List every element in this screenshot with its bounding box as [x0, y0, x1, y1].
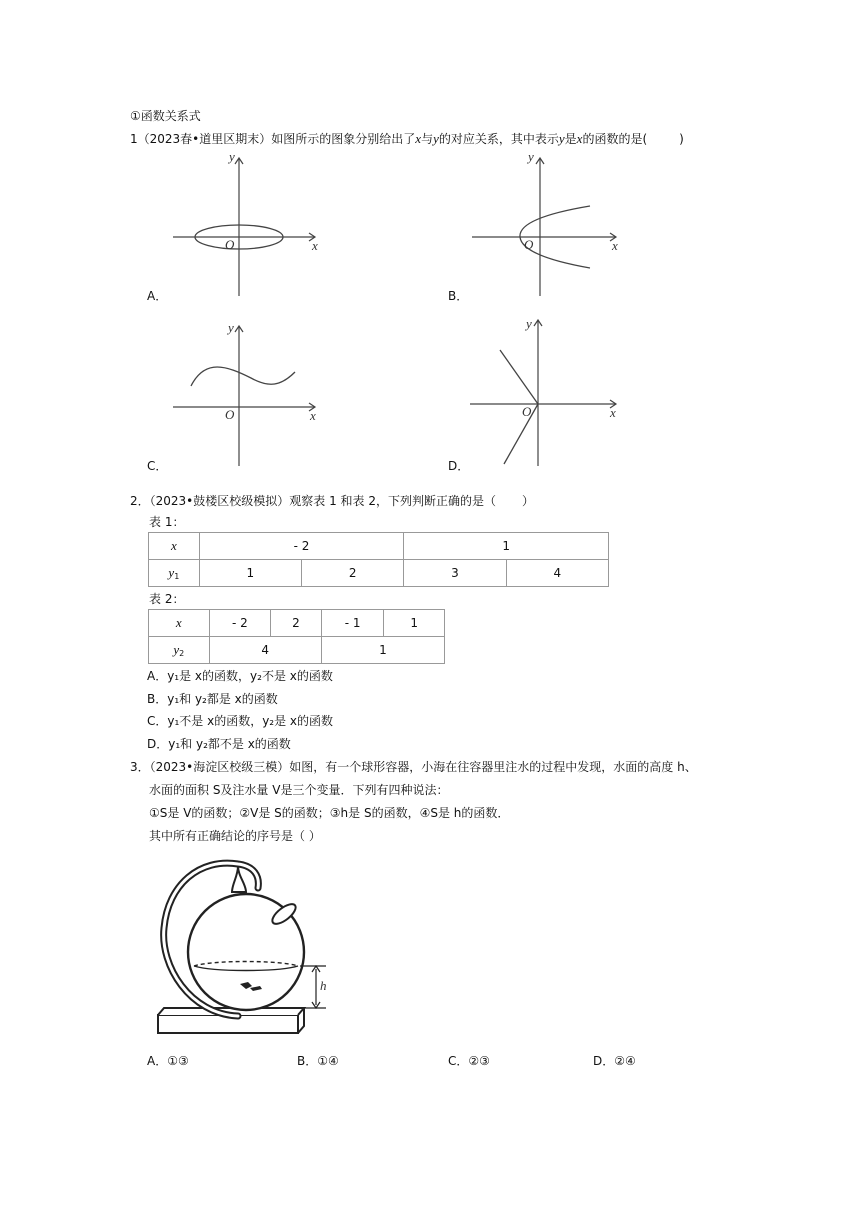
table-cell: 4 — [209, 637, 321, 664]
q1-var-y: y — [433, 131, 439, 146]
q2-option-b[interactable]: B．y₁和 y₂都是 x的函数 — [147, 692, 278, 706]
q1-graph-b — [466, 150, 626, 300]
q1-graph-a-origin: O — [225, 237, 235, 252]
table-cell: $y_2$ — [149, 637, 210, 664]
q1-graph-b-x-label: x — [612, 238, 618, 253]
q2-stem — [130, 493, 534, 509]
table-cell: 1 — [321, 637, 444, 664]
q1-var-x2: x — [576, 131, 583, 146]
q1-graph-d-x-label: x — [610, 405, 616, 420]
q1-graph-c-origin: O — [225, 407, 235, 422]
q1-graph-d-origin: O — [522, 404, 532, 419]
table-cell: x — [149, 610, 210, 637]
table-row — [149, 533, 609, 560]
table-cell: - 2 — [209, 610, 271, 637]
q3-option-c[interactable]: C．②③ — [448, 1054, 490, 1068]
q3-option-a[interactable]: A．①③ — [147, 1054, 189, 1068]
table-row — [149, 610, 445, 637]
q1-graph-b-y-label: y — [528, 149, 534, 164]
table-cell: 1 — [199, 560, 301, 587]
q3-stem-line4: 其中所有正确结论的序号是（ ） — [149, 829, 321, 843]
table-row — [149, 637, 445, 664]
q2-table1 — [148, 532, 609, 587]
q2-table2 — [148, 609, 445, 664]
q1-option-a[interactable]: A． — [147, 289, 168, 303]
q1-graph-a-y-label: y — [229, 149, 235, 164]
q1-option-d[interactable]: D． — [448, 459, 470, 473]
q1-graph-a-x-label: x — [312, 238, 318, 253]
table-row — [149, 560, 609, 587]
q1-number: 1 — [130, 132, 138, 146]
q1-option-c[interactable]: C． — [147, 459, 168, 473]
table-cell: 2 — [271, 610, 322, 637]
q1-text-e: 的函数的是( — [582, 132, 648, 146]
q2-option-c[interactable]: C．y₁不是 x的函数，y₂是 x的函数 — [147, 714, 334, 728]
q2-stem-text: 观察表 1 和表 2，下列判断正确的是（ — [289, 494, 496, 508]
q2-option-a[interactable]: A．y₁是 x的函数，y₂不是 x的函数 — [147, 669, 333, 683]
q2-stem-end: ） — [521, 494, 534, 508]
q3-option-b[interactable]: B．①④ — [297, 1054, 339, 1068]
q1-var-y2: y — [558, 131, 565, 146]
q3-stem-line3: ①S是 V的函数；②V是 S的函数；③h是 S的函数，④S是 h的函数． — [149, 806, 510, 820]
q3-stem-line2: 水面的面积 S及注水量 V是三个变量．下列有四种说法： — [149, 783, 449, 797]
q2-number: 2． — [130, 494, 150, 508]
q3-option-d[interactable]: D．②④ — [593, 1054, 636, 1068]
q1-graph-c-y-label: y — [228, 320, 234, 335]
q2-source: （2023•鼓楼区校级模拟） — [149, 494, 290, 508]
q1-graph-d — [466, 318, 626, 468]
q2-table1-label: 表 1： — [149, 515, 185, 529]
q3-stem-line1 — [130, 759, 697, 775]
table-cell: x — [149, 533, 200, 560]
q3-flask-figure — [150, 848, 350, 1048]
q1-text-d: 是 — [564, 132, 577, 146]
table-cell: 1 — [384, 610, 445, 637]
table-cell: - 2 — [199, 533, 404, 560]
q1-graph-a — [165, 150, 325, 300]
q1-graph-b-origin: O — [524, 237, 534, 252]
q1-graph-c — [165, 318, 325, 468]
q1-option-b[interactable]: B． — [448, 289, 469, 303]
table-cell: 4 — [506, 560, 608, 587]
q1-text-f: ) — [679, 132, 684, 146]
table-cell: - 1 — [321, 610, 384, 637]
q1-stem — [130, 131, 684, 147]
q3-line1: 如图，有一个球形容器，小海在往容器里注水的过程中发现，水面的高度 h、 — [289, 760, 697, 774]
table-cell: 1 — [404, 533, 609, 560]
q1-graph-c-x-label: x — [310, 408, 316, 423]
q3-fig-h-label: h — [320, 978, 327, 993]
table-cell: 2 — [302, 560, 404, 587]
q1-source: （2023春•道里区期末） — [137, 132, 272, 146]
q2-table2-label: 表 2： — [149, 592, 185, 606]
q1-var-x: x — [415, 131, 422, 146]
q2-option-d[interactable]: D．y₁和 y₂都不是 x的函数 — [147, 737, 291, 751]
section-title: ①函数关系式 — [130, 109, 201, 123]
q1-text-b: 与 — [421, 132, 434, 146]
q1-text-c: 的对应关系，其中表示 — [438, 132, 559, 146]
q1-graph-d-y-label: y — [526, 316, 532, 331]
q3-source: （2023•海淀区校级三模） — [149, 760, 290, 774]
table-cell: 3 — [404, 560, 506, 587]
q1-text-a: 如图所示的图象分别给出了 — [271, 132, 416, 146]
q3-number: 3． — [130, 760, 150, 774]
table-cell: $y_1$ — [149, 560, 200, 587]
